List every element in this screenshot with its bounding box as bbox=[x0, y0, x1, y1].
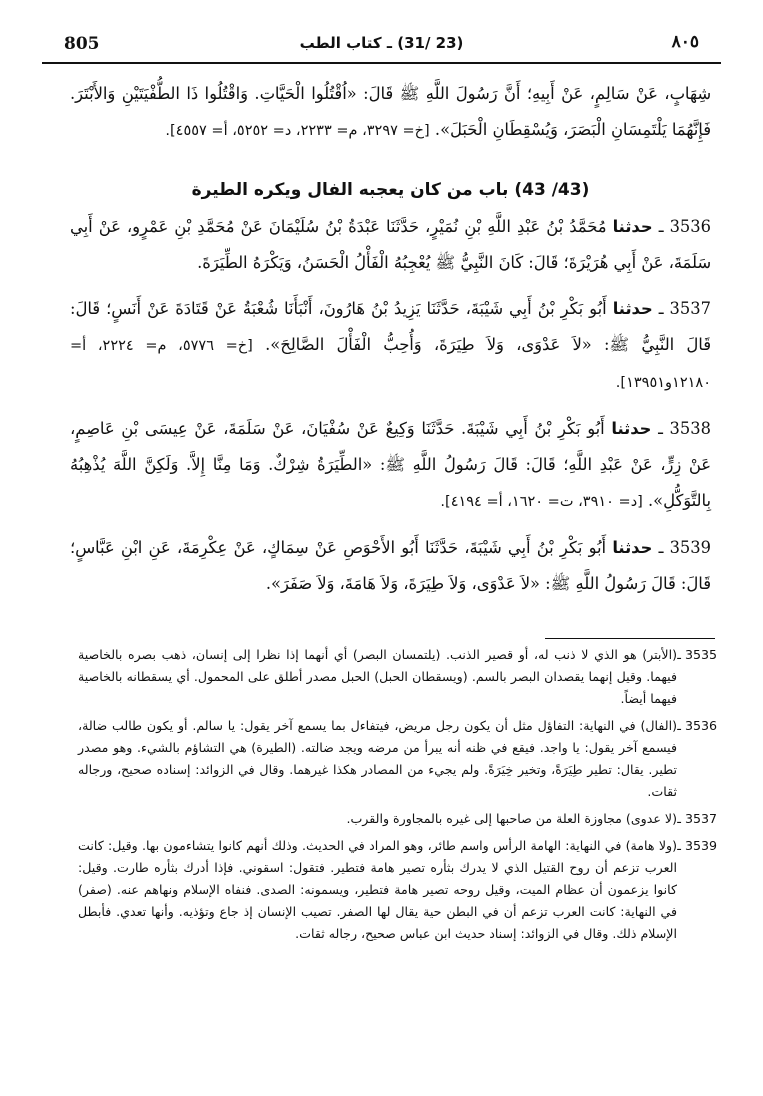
footnote-number: 3536 ـ bbox=[677, 718, 717, 733]
hadith-lead-word: حدثنا bbox=[612, 299, 653, 318]
hadith-text: مُحَمَّدُ بْنُ عَبْدِ اللَّهِ بْنِ نُمَيْرٍ، حَدَّثَنَا عَبْدَةُ بْنُ سُلَيْمَانَ عَنْ مُحَمَّدِ بْنِ عَمْرٍو، عَنْ أَبِي سَلَمَةَ، عَنْ أَبِي هُرَيْرَةَ؛ قَالَ: كَانَ النَّبِيُّ ﷺ يُعْجِبُهُ الْفَأْلُ الْحَسَنُ، وَيَكْرَهُ الطِّيَرَةَ. bbox=[70, 217, 711, 272]
page-header bbox=[42, 30, 721, 64]
hadith-reference: [د= ٣٩١٠، ت= ١٦٢٠، أ= ٤١٩٤]. bbox=[440, 494, 643, 510]
hadith-3538 bbox=[70, 411, 711, 520]
hadith-lead-word: حدثنا bbox=[611, 419, 652, 438]
footnote-text: (لا عدوى) مجاوزة العلة من صاحبها إلى غيره بالمجاورة والقرب. bbox=[346, 811, 677, 826]
footnote-number: 3539 ـ bbox=[677, 838, 717, 853]
hadith-text: شِهَابٍ، عَنْ سَالِمٍ، عَنْ أَبِيهِ؛ أَنَّ رَسُولَ اللَّهِ ﷺ قَالَ: «اُقْتُلُوا الْحَيَّاتِ. وَاقْتُلُوا ذَا الطُّفْيَتَيْنِ وَالأَبْتَرَ. فَإِنَّهُمَا يَلْتَمِسَانِ الْبَصَرَ، وَيُسْقِطَانِ الْحَبَلَ». bbox=[70, 84, 711, 139]
running-title: (23 /31) ـ كتاب الطب bbox=[299, 34, 464, 52]
hadith-number: 3539 ـ bbox=[658, 538, 711, 557]
hadith-reference: [خ= ٥٧٧٦، م= ٢٢٢٤، أ= ١٢١٨٠و١٣٩٥١]. bbox=[70, 338, 711, 391]
footnote-3536 bbox=[78, 715, 717, 803]
main-text bbox=[70, 76, 711, 604]
footnote-3539 bbox=[78, 835, 717, 945]
hadith-lead-word: حدثنا bbox=[612, 217, 653, 236]
hadith-text: أَبُو بَكْرِ بْنُ أَبِي شَيْبَةَ، حَدَّثَنَا أَبُو الأَحْوَصِ عَنْ سِمَاكٍ، عَنْ عِكْرِمَةَ، عَنِ ابْنِ عَبَّاسٍ؛ قَالَ: قَالَ رَسُولُ اللَّهِ ﷺ: «لاَ عَدْوَى، وَلاَ طِيَرَةَ، وَلاَ هَامَةَ، وَلاَ صَفَرَ». bbox=[70, 538, 711, 593]
hadith-number: 3538 ـ bbox=[658, 419, 711, 438]
hadith-3536 bbox=[70, 209, 711, 281]
footnote-number: 3535 ـ bbox=[677, 647, 717, 662]
hadith-text: أَبُو بَكْرِ بْنُ أَبِي شَيْبَةَ، حَدَّثَنَا يَزِيدُ بْنُ هَارُونَ، أَنْبَأَنَا شُعْبَةُ عَنْ قَتَادَةَ عَنْ أَنَسٍ؛ قَالَ: قَالَ النَّبِيُّ ﷺ: «لاَ عَدْوَى، وَلاَ طِيَرَةَ، وَأُحِبُّ الْفَأْلَ الصَّالِحَ». bbox=[70, 299, 712, 354]
footnote-3537 bbox=[78, 808, 717, 830]
footnote-number: 3537 ـ bbox=[677, 811, 717, 826]
hadith-3539 bbox=[70, 530, 711, 602]
hadith-text: أَبُو بَكْرِ بْنُ أَبِي شَيْبَةَ. حَدَّثَنَا وَكِيعٌ عَنْ سُفْيَانَ، عَنْ سَلَمَةَ، عَنْ عِيسَى بْنِ عَاصِمٍ، عَنْ زِرٍّ، عَنْ عَبْدِ اللَّهِ؛ قَالَ: قَالَ رَسُولُ اللَّهِ ﷺ: «الطِّيَرَةُ شِرْكٌ. وَمَا مِنَّا إِلاَّ. وَلَكِنَّ اللَّهَ يُذْهِبُهُ بِالتَّوَكُّلِ». bbox=[70, 419, 711, 510]
chapter-heading: (43/ 43) باب من كان يعجبه الفال ويكره الطيرة bbox=[191, 180, 590, 200]
hadith-3537 bbox=[70, 291, 711, 401]
footnote-text: (الأبتر) هو الذي لا ذنب له، أو قصير الذنب. (يلتمسان البصر) أي أنهما إذا نظرا إلى إنسان، ذهب بصره بالخاصية فيهما. وقيل إنهما يقصدان البصر بالسم. (ويسقطان الحبل) الحبل مصدر أطلق على المحمول. أي يسقطانه بالخاصية فيهما أيضاً. bbox=[78, 647, 677, 706]
hadith-3535-continuation bbox=[70, 76, 711, 149]
footnote-3535 bbox=[78, 644, 717, 710]
hadith-lead-word: حدثنا bbox=[612, 538, 653, 557]
page-number-arabic: ٨٠٥ bbox=[671, 32, 699, 52]
footnotes bbox=[78, 644, 717, 950]
footnote-separator bbox=[545, 638, 715, 639]
footnote-text: (الفال) في النهاية: التفاؤل مثل أن يكون رجل مريض، فيتفاءل بما يسمع آخر يقول: يا سالم. أو يكون طالب ضالة، فيسمع آخر يقول: يا واجد. فيقع في ظنه أنه يبرأ من مرضه ويجد ضالته. (الطيرة) هي التشاؤم بالشيء. وهو مصدر تطير. يقال: تطير طِيَرَةً، وتخير خِيَرَةً. ولم يجيء من المصادر هكذا غيرهما. وقال في الزوائد: إسناده صحيح، ورجاله ثقات. bbox=[78, 718, 677, 799]
footnote-text: (ولا هامة) في النهاية: الهامة الرأس واسم طائر، وهو المراد في الحديث. وذلك أنهم كانوا يتشاءمون بها. وقيل: كانت العرب تزعم أن روح القتيل الذي لا يدرك بثأره تصير هامة فتطير. فتقول: اسقوني. فإذا أدرك بثأره طارت. وقيل: كانوا يزعمون أن عظام الميت، وقيل روحه تصير هامة فتطير، ويسمونه: الصدى. فنفاه الإسلام ونهاهم عنه. (صفر) في النهاية: كانت العرب تزعم أن في البطن حية يقال لها الصفر. تصيب الإنسان إذ جاع وتؤذيه. وأنها تعدي. فأبطل الإسلام ذلك. وقال في الزوائد: إسناد حديث ابن عباس صحيح، رجاله ثقات. bbox=[78, 838, 677, 941]
hadith-reference: [خ= ٣٢٩٧، م= ٢٢٣٣، د= ٥٢٥٢، أ= ٤٥٥٧]. bbox=[165, 123, 430, 139]
hadith-number: 3537 ـ bbox=[658, 299, 711, 318]
page-number-latin: 805 bbox=[64, 34, 100, 54]
hadith-number: 3536 ـ bbox=[658, 217, 711, 236]
